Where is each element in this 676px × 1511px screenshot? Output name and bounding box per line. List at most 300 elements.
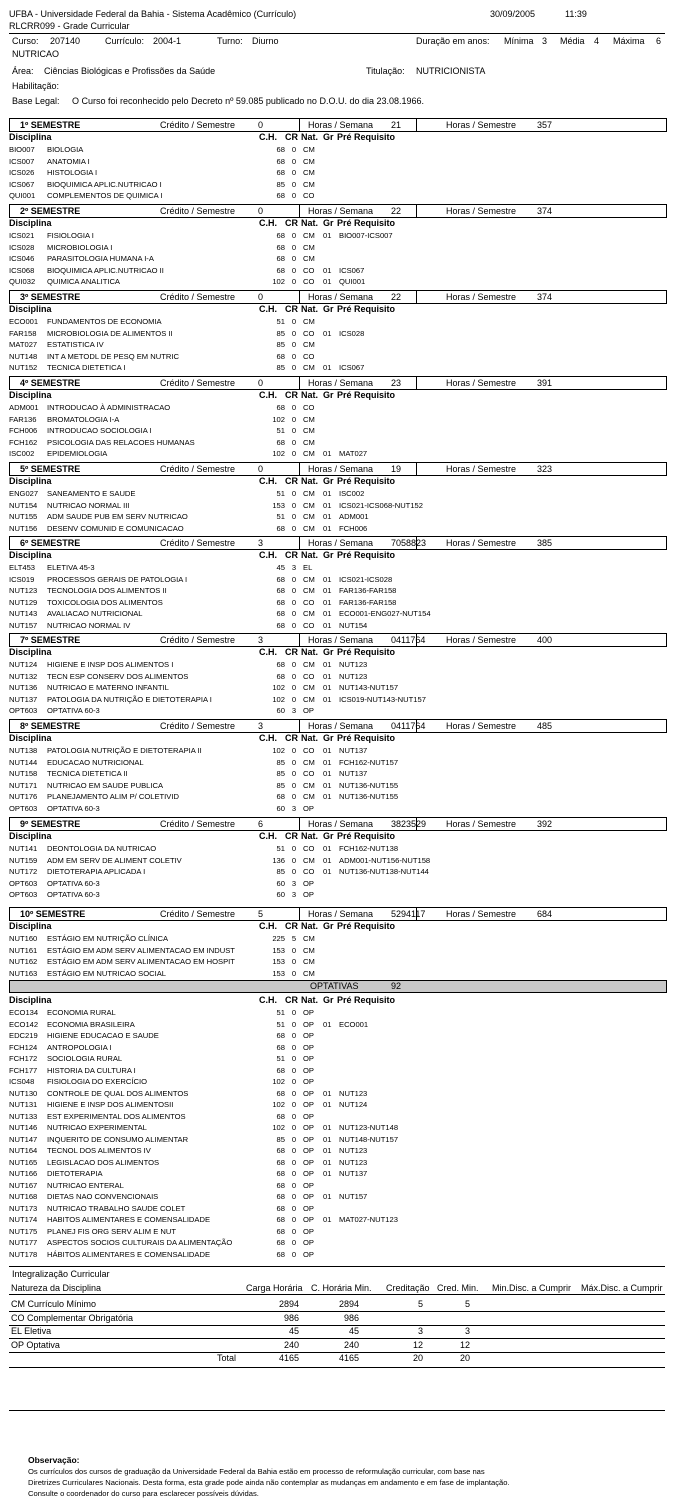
discipline-credits: 0 xyxy=(291,957,297,966)
column-header xyxy=(9,921,665,932)
discipline-code: FCH124 xyxy=(9,1042,38,1052)
header-separator xyxy=(416,291,417,303)
discipline-name: ANTROPOLOGIA I xyxy=(47,1042,112,1052)
header-separator xyxy=(299,537,300,549)
discipline-hours: 60 xyxy=(276,878,285,888)
discipline-hours: 102 xyxy=(272,746,285,755)
discipline-nature: CM xyxy=(303,757,315,767)
table-row xyxy=(9,878,665,890)
discipline-credits: 0 xyxy=(291,844,297,853)
table-row xyxy=(9,448,665,460)
discipline-name: ESTÁGIO EM NUTRICAO SOCIAL xyxy=(47,968,166,978)
credit-label: Crédito / Semestre xyxy=(160,721,236,731)
discipline-code: NUT160 xyxy=(9,934,38,943)
cred-min: 5 xyxy=(464,1299,470,1309)
hours-sem-label: Horas / Semestre xyxy=(446,635,517,645)
discipline-credits: 0 xyxy=(291,1088,297,1098)
table-row xyxy=(9,511,665,523)
discipline-credits: 0 xyxy=(291,792,297,801)
discipline-code: NUT143 xyxy=(9,609,38,618)
discipline-name: BIOQUIMICA APLIC.NUTRICAO II xyxy=(47,265,164,275)
discipline-code: OPT603 xyxy=(9,706,38,715)
header-separator xyxy=(416,537,417,549)
discipline-name: ESTÁGIO EM ADM SERV ALIMENTACAO EM HOSPIT xyxy=(47,957,235,966)
discipline-nature: OP xyxy=(303,1042,314,1052)
discipline-name: HÁBITOS ALIMENTARES E COMENSALIDADE xyxy=(47,1249,211,1259)
table-row xyxy=(9,705,665,717)
discipline-hours: 68 xyxy=(276,660,285,669)
col-gr: Gr xyxy=(323,921,334,931)
discipline-hours: 102 xyxy=(272,683,285,692)
table-row xyxy=(9,339,665,351)
discipline-credits: 0 xyxy=(291,671,297,681)
duration-min: 3 xyxy=(542,36,548,46)
hours-sem-label: Horas / Semestre xyxy=(446,292,517,302)
discipline-credits: 0 xyxy=(291,855,297,865)
discipline-nature: OP xyxy=(303,1054,314,1063)
col-gr: Gr xyxy=(323,995,334,1005)
discipline-code: ICS067 xyxy=(9,179,35,189)
discipline-name: PLANEJAMENTO ALIM P/ COLETIVID xyxy=(47,792,179,801)
discipline-credits: 0 xyxy=(291,1123,297,1132)
discipline-hours: 68 xyxy=(276,620,285,630)
discipline-name: EPIDEMIOLOGIA xyxy=(47,449,108,458)
semester-header xyxy=(9,719,667,733)
discipline-nature: OP xyxy=(303,1077,314,1086)
col-disciplina: Disciplina xyxy=(9,921,52,931)
discipline-credits: 0 xyxy=(291,254,297,263)
legal-label: Base Legal: xyxy=(12,96,60,106)
col-cr: CR xyxy=(285,132,298,142)
discipline-credits: 0 xyxy=(291,1042,297,1052)
discipline-nature: CM xyxy=(303,968,315,978)
report-code: RLCRR099 - Grade Curricular xyxy=(9,21,130,31)
discipline-group: 01 xyxy=(323,1169,332,1178)
discipline-nature: CO xyxy=(303,265,315,275)
discipline-name: BIOLOGIA xyxy=(47,145,84,154)
discipline-group: 01 xyxy=(323,1123,332,1132)
discipline-hours: 68 xyxy=(276,1249,285,1259)
header-min-disc: Min.Disc. a Cumprir xyxy=(492,1283,572,1293)
credit-value: 0 xyxy=(258,378,264,388)
table-row xyxy=(9,156,665,168)
semester-name: 8º SEMESTRE xyxy=(20,721,81,731)
discipline-name: NUTRICAO EM SAUDE PUBLICA xyxy=(47,780,164,790)
semester-name: 3º SEMESTRE xyxy=(20,292,81,302)
discipline-hours: 68 xyxy=(276,574,285,584)
discipline-credits: 0 xyxy=(291,403,297,412)
discipline-credits: 0 xyxy=(291,145,297,154)
discipline-hours: 102 xyxy=(272,414,285,424)
observacao-line-1: Os currículos dos cursos de graduação da Universidade Federal da Bahia estão em processo de reformulação curricular, com base nas xyxy=(28,1467,485,1476)
discipline-hours: 85 xyxy=(276,363,285,372)
discipline-code: NUT163 xyxy=(9,968,38,978)
discipline-credits: 0 xyxy=(291,1065,297,1075)
discipline-code: EDC219 xyxy=(9,1031,38,1040)
col-nat: Nat. xyxy=(301,390,319,400)
discipline-name: PSICOLOGIA DAS RELACOES HUMANAS xyxy=(47,437,195,447)
col-disciplina: Disciplina xyxy=(9,995,52,1005)
discipline-hours: 51 xyxy=(276,1019,285,1029)
discipline-hours: 68 xyxy=(276,1088,285,1098)
optativas-header xyxy=(9,980,667,993)
table-row xyxy=(9,1030,665,1042)
discipline-code: NUT171 xyxy=(9,780,38,790)
discipline-hours: 51 xyxy=(276,512,285,521)
discipline-hours: 68 xyxy=(276,1031,285,1040)
header-separator xyxy=(416,377,417,389)
discipline-prereq: NUT123 xyxy=(339,671,368,681)
col-ch: C.H. xyxy=(259,647,277,657)
col-gr: Gr xyxy=(323,476,334,486)
discipline-name: MICROBIOLOGIA I xyxy=(47,242,113,252)
discipline-prereq: NUT123 xyxy=(339,1157,368,1167)
column-header xyxy=(9,390,665,401)
table-row xyxy=(9,1099,665,1111)
discipline-credits: 0 xyxy=(291,1146,297,1155)
hours-sem-value: 400 xyxy=(537,635,553,645)
header-separator xyxy=(416,119,417,131)
discipline-name: FUNDAMENTOS DE ECONOMIA xyxy=(47,317,162,326)
table-row xyxy=(9,1157,665,1169)
discipline-hours: 68 xyxy=(276,1226,285,1236)
discipline-group: 01 xyxy=(323,671,332,681)
discipline-code: NUT155 xyxy=(9,512,38,521)
col-cr: CR xyxy=(285,733,298,743)
table-row xyxy=(9,803,665,815)
table-row xyxy=(9,608,665,620)
discipline-name: HIGIENE E INSP DOS ALIMENTOS I xyxy=(47,660,174,669)
discipline-prereq: ECO001 xyxy=(339,1019,369,1029)
discipline-credits: 0 xyxy=(291,500,297,510)
discipline-code: ICS028 xyxy=(9,242,35,252)
discipline-nature: CM xyxy=(303,694,315,704)
discipline-hours: 51 xyxy=(276,426,285,435)
discipline-prereq: NUT136-NUT155 xyxy=(339,780,399,790)
discipline-name: TECN ESP CONSERV DOS ALIMENTOS xyxy=(47,671,189,681)
discipline-credits: 0 xyxy=(291,1180,297,1190)
discipline-prereq: NUT148-NUT157 xyxy=(339,1134,399,1144)
discipline-code: FAR158 xyxy=(9,328,37,338)
discipline-hours: 85 xyxy=(276,867,285,876)
discipline-hours: 60 xyxy=(276,706,285,715)
header-separator xyxy=(299,908,300,920)
col-gr: Gr xyxy=(323,550,334,560)
discipline-prereq: FAR136-FAR158 xyxy=(339,597,397,607)
discipline-name: FISIOLOGIA DO EXERCÍCIO xyxy=(47,1077,148,1086)
discipline-group: 01 xyxy=(323,609,332,618)
discipline-code: NUT129 xyxy=(9,597,38,607)
discipline-credits: 0 xyxy=(291,1054,297,1063)
discipline-group: 01 xyxy=(323,586,332,595)
discipline-nature: OP xyxy=(303,1100,314,1109)
course-label: Curso: xyxy=(12,36,39,46)
total-carga: 4165 xyxy=(278,1353,299,1363)
discipline-nature: CM xyxy=(303,449,315,458)
semester-header xyxy=(9,536,667,550)
table-row xyxy=(9,1145,665,1157)
discipline-hours: 153 xyxy=(272,968,285,978)
discipline-code: ISC002 xyxy=(9,449,35,458)
discipline-name: OPTATIVA 60-3 xyxy=(47,878,100,888)
discipline-name: ESTÁGIO EM NUTRIÇÃO CLÍNICA xyxy=(47,934,169,943)
discipline-credits: 0 xyxy=(291,426,297,435)
discipline-prereq: ADM001-NUT156-NUT158 xyxy=(339,855,431,865)
observacao-line-3: Consulte o coordenador do curso para esclarecer possíveis dúvidas. xyxy=(28,1489,259,1498)
discipline-group: 01 xyxy=(323,231,332,240)
discipline-group: 01 xyxy=(323,792,332,801)
discipline-nature: CM xyxy=(303,145,315,154)
discipline-group: 01 xyxy=(323,780,332,790)
discipline-credits: 0 xyxy=(291,179,297,189)
discipline-nature: CO xyxy=(303,867,315,876)
discipline-hours: 68 xyxy=(276,1157,285,1167)
discipline-credits: 0 xyxy=(291,489,297,498)
discipline-hours: 68 xyxy=(276,1203,285,1213)
discipline-credits: 0 xyxy=(291,231,297,240)
discipline-group: 01 xyxy=(323,512,332,521)
discipline-name: ANATOMIA I xyxy=(47,156,90,166)
duration-max-label: Máxima xyxy=(613,36,645,46)
hours-week-value: 21 xyxy=(391,120,402,130)
discipline-nature: OP xyxy=(303,1031,314,1040)
discipline-name: ESTATISTICA IV xyxy=(47,340,104,349)
discipline-hours: 102 xyxy=(272,449,285,458)
discipline-hours: 68 xyxy=(276,145,285,154)
hours-sem-label: Horas / Semestre xyxy=(446,464,517,474)
discipline-name: HISTOLOGIA I xyxy=(47,168,98,177)
discipline-credits: 0 xyxy=(291,351,297,361)
credit-label: Crédito / Semestre xyxy=(160,819,236,829)
discipline-nature: CM xyxy=(303,168,315,177)
discipline-credits: 0 xyxy=(291,968,297,978)
discipline-credits: 0 xyxy=(291,1238,297,1247)
discipline-name: PARASITOLOGIA HUMANA I-A xyxy=(47,254,154,263)
natureza-label: OP Optativa xyxy=(11,1339,60,1350)
table-row xyxy=(9,437,665,449)
semester-header xyxy=(9,462,667,476)
discipline-nature: CM xyxy=(303,792,315,801)
credit-label: Crédito / Semestre xyxy=(160,292,236,302)
hours-sem-value: 392 xyxy=(537,819,553,829)
discipline-code: ECO134 xyxy=(9,1008,39,1017)
discipline-prereq: NUT154 xyxy=(339,620,368,630)
discipline-hours: 68 xyxy=(276,437,285,447)
discipline-code: NUT166 xyxy=(9,1169,38,1178)
table-row xyxy=(9,425,665,437)
col-gr: Gr xyxy=(323,390,334,400)
curriculum-label: Currículo: xyxy=(105,36,145,46)
credit-value: 0 xyxy=(258,120,264,130)
discipline-hours: 68 xyxy=(276,156,285,166)
discipline-prereq: ICS067 xyxy=(339,265,365,275)
discipline-prereq: ICS067 xyxy=(339,363,365,372)
discipline-code: NUT164 xyxy=(9,1146,38,1155)
table-row xyxy=(9,144,665,156)
total-creditacao: 20 xyxy=(412,1353,423,1363)
table-row xyxy=(9,190,665,202)
hours-sem-value: 391 xyxy=(537,378,553,388)
table-row xyxy=(9,179,665,191)
col-cr: CR xyxy=(285,304,298,314)
discipline-nature: CO xyxy=(303,351,315,361)
discipline-name: NUTRICAO E MATERNO INFANTIL xyxy=(47,683,169,692)
discipline-nature: CM xyxy=(303,512,315,521)
column-header xyxy=(9,132,665,143)
discipline-code: ECO001 xyxy=(9,317,39,326)
col-cr: CR xyxy=(285,921,298,931)
hours-week-label: Horas / Semana xyxy=(308,721,374,731)
table-row xyxy=(9,1134,665,1146)
hours-week-label: Horas / Semana xyxy=(308,819,374,829)
col-gr: Gr xyxy=(323,647,334,657)
discipline-code: QUI001 xyxy=(9,191,36,200)
discipline-code: NUT172 xyxy=(9,867,38,876)
col-ch: C.H. xyxy=(259,550,277,560)
credit-value: 0 xyxy=(258,292,264,302)
table-row xyxy=(9,488,665,500)
semester-name: 1º SEMESTRE xyxy=(20,120,81,130)
discipline-nature: CM xyxy=(303,683,315,692)
discipline-group: 01 xyxy=(323,769,332,778)
discipline-name: NUTRICAO EXPERIMENTAL xyxy=(47,1123,147,1132)
discipline-nature: OP xyxy=(303,1088,314,1098)
discipline-credits: 3 xyxy=(291,890,297,899)
col-disciplina: Disciplina xyxy=(9,304,52,314)
column-header xyxy=(9,733,665,744)
discipline-nature: OP xyxy=(303,1157,314,1167)
hours-sem-value: 385 xyxy=(537,538,553,548)
discipline-hours: 51 xyxy=(276,317,285,326)
optativas-title: OPTATIVAS xyxy=(310,981,359,991)
discipline-hours: 85 xyxy=(276,780,285,790)
discipline-code: NUT161 xyxy=(9,945,38,955)
discipline-hours: 51 xyxy=(276,1054,285,1063)
discipline-nature: OP xyxy=(303,1169,314,1178)
discipline-name: NUTRICAO ENTERAL xyxy=(47,1180,124,1190)
semester-header xyxy=(9,118,667,132)
discipline-prereq: NUT123 xyxy=(339,660,368,669)
discipline-credits: 0 xyxy=(291,512,297,521)
discipline-code: FCH177 xyxy=(9,1065,38,1075)
discipline-prereq: MAT027 xyxy=(339,449,368,458)
discipline-credits: 0 xyxy=(291,1008,297,1017)
discipline-nature: CM xyxy=(303,523,315,533)
col-pre: Pré Requisito xyxy=(337,831,396,841)
discipline-credits: 0 xyxy=(291,694,297,704)
duration-label: Duração em anos: xyxy=(416,36,490,46)
discipline-prereq: NUT124 xyxy=(339,1100,368,1109)
discipline-name: DEONTOLOGIA DA NUTRICAO xyxy=(47,844,157,853)
table-row xyxy=(9,328,665,340)
carga-horaria-min: 986 xyxy=(343,1312,359,1323)
table-row xyxy=(9,1249,665,1261)
header-natureza: Natureza da Disciplina xyxy=(11,1283,102,1293)
col-disciplina: Disciplina xyxy=(9,831,52,841)
discipline-name: TECNOL DOS ALIMENTOS IV xyxy=(47,1146,151,1155)
discipline-code: OPT603 xyxy=(9,803,38,813)
discipline-code: NUT148 xyxy=(9,351,38,361)
table-row xyxy=(9,1019,665,1031)
course-code: 207140 xyxy=(50,36,81,46)
semester-header xyxy=(9,907,667,921)
discipline-name: ECONOMIA BRASILEIRA xyxy=(47,1019,135,1029)
col-pre: Pré Requisito xyxy=(337,304,396,314)
table-row xyxy=(9,562,665,574)
discipline-code: NUT173 xyxy=(9,1203,38,1213)
discipline-name: AVALIACAO NUTRICIONAL xyxy=(47,609,143,618)
discipline-credits: 0 xyxy=(291,769,297,778)
discipline-group: 01 xyxy=(323,1146,332,1155)
discipline-nature: OP xyxy=(303,1215,314,1224)
col-gr: Gr xyxy=(323,831,334,841)
discipline-name: MICROBIOLOGIA DE ALIMENTOS II xyxy=(47,328,173,338)
discipline-code: ICS046 xyxy=(9,254,35,263)
discipline-name: HIGIENE EDUCACAO E SAUDE xyxy=(47,1031,159,1040)
discipline-nature: OP xyxy=(303,1192,314,1201)
table-row xyxy=(9,574,665,586)
discipline-name: LEGISLACAO DOS ALIMENTOS xyxy=(47,1157,160,1167)
discipline-hours: 68 xyxy=(276,1111,285,1121)
discipline-name: PLANEJ FIS ORG SERV ALIM E NUT xyxy=(47,1226,176,1236)
discipline-name: OPTATIVA 60-3 xyxy=(47,890,100,899)
discipline-name: OPTATIVA 60-3 xyxy=(47,706,100,715)
semester-header xyxy=(9,817,667,831)
discipline-name: INQUERITO DE CONSUMO ALIMENTAR xyxy=(47,1134,189,1144)
discipline-credits: 0 xyxy=(291,265,297,275)
discipline-name: ASPECTOS SOCIOS CULTURAIS DA ALIMENTAÇÃO xyxy=(47,1238,233,1247)
discipline-prereq: BIO007-ICS007 xyxy=(339,231,393,240)
discipline-name: DIETOTERAPIA APLICADA I xyxy=(47,867,146,876)
hours-sem-label: Horas / Semestre xyxy=(446,120,517,130)
col-pre: Pré Requisito xyxy=(337,995,396,1005)
discipline-hours: 45 xyxy=(276,563,285,572)
discipline-credits: 0 xyxy=(291,437,297,447)
col-nat: Nat. xyxy=(301,921,319,931)
credit-value: 3 xyxy=(258,538,264,548)
col-ch: C.H. xyxy=(259,733,277,743)
optativas-value: 92 xyxy=(391,981,402,991)
discipline-name: NUTRICAO NORMAL IV xyxy=(47,620,131,630)
header-separator xyxy=(299,818,300,830)
discipline-credits: 0 xyxy=(291,1031,297,1040)
discipline-group: 01 xyxy=(323,597,332,607)
discipline-nature: CO xyxy=(303,769,315,778)
discipline-name: BROMATOLOGIA I-A xyxy=(47,414,120,424)
discipline-hours: 68 xyxy=(276,1065,285,1075)
discipline-nature: OP xyxy=(303,803,314,813)
hours-week-value: 0411764 xyxy=(391,635,426,645)
discipline-prereq: NUT143-NUT157 xyxy=(339,683,399,692)
col-disciplina: Disciplina xyxy=(9,476,52,486)
col-cr: CR xyxy=(285,550,298,560)
total-label: Total xyxy=(217,1353,237,1363)
shift-value: Diurno xyxy=(252,36,279,46)
header-separator xyxy=(299,720,300,732)
discipline-nature: CO xyxy=(303,328,315,338)
discipline-hours: 51 xyxy=(276,844,285,853)
hours-week-value: 0411764 xyxy=(391,721,426,731)
discipline-code: FCH162 xyxy=(9,437,38,447)
discipline-prereq: FCH162-NUT157 xyxy=(339,757,399,767)
discipline-hours: 68 xyxy=(276,523,285,533)
hours-week-value: 3823529 xyxy=(391,819,427,829)
discipline-hours: 68 xyxy=(276,1180,285,1190)
discipline-group: 01 xyxy=(323,844,332,853)
integralizacao-row xyxy=(9,1325,665,1339)
discipline-code: NUT133 xyxy=(9,1111,38,1121)
discipline-hours: 68 xyxy=(276,168,285,177)
